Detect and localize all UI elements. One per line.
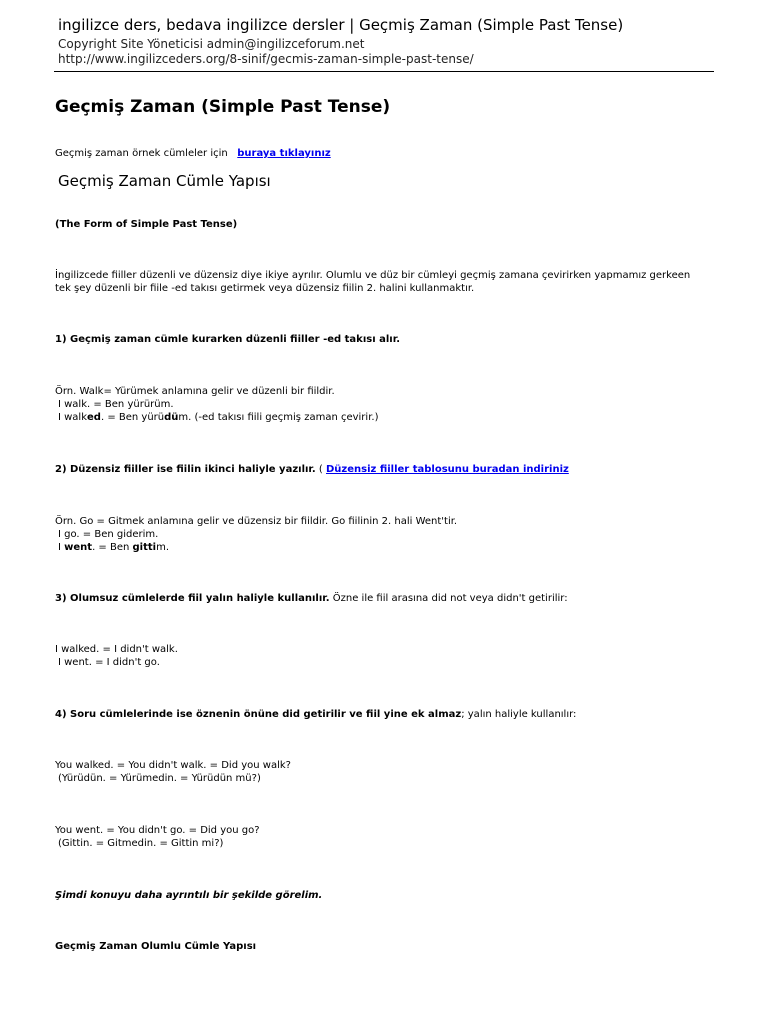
ex1-l3b: ed (87, 412, 101, 423)
ex1-line1: Örn. Walk= Yürümek anlamına gelir ve düzenli bir fiildir. (55, 386, 335, 397)
ex4-line1: You walked. = You didn't walk. = Did you walk? (55, 760, 291, 771)
rule2-heading: 2) Düzensiz fiiller ise fiilin ikinci haliyle yazılır. (55, 464, 316, 475)
ex1-line3 (58, 411, 378, 424)
ex1-l3c: . = Ben yürü (100, 412, 165, 423)
ex2-l3d: gitti (132, 542, 157, 553)
intro-line (55, 147, 331, 160)
form-label: (The Form of Simple Past Tense) (55, 219, 238, 230)
ex3-line2: I went. = I didn't go. (58, 657, 160, 668)
intro-text: Geçmiş zaman örnek cümleler için (55, 148, 228, 159)
subheading: Geçmiş Zaman Olumlu Cümle Yapısı (55, 941, 257, 952)
rule3-line (55, 592, 568, 605)
section-title: Geçmiş Zaman Cümle Yapısı (58, 172, 271, 190)
para1-line1: İngilizcede fiiller düzenli ve düzensiz diye ikiye ayrılır. Olumlu ve düz bir cümleyi geçmiş zamana çevirirken yapmamız gerkeen (55, 270, 691, 281)
ex4-line3: You went. = You didn't go. = Did you go? (55, 825, 260, 836)
rule2-paren: ( (315, 464, 326, 475)
rule4-heading: 4) Soru cümlelerinde ise öznenin önüne did getirilir ve fiil yine ek almaz (55, 709, 462, 720)
ex4-line2: (Yürüdün. = Yürümedin. = Yürüdün mü?) (58, 773, 261, 784)
irregular-verbs-link[interactable]: Düzensiz fiiller tablosunu buradan indiriniz (326, 464, 569, 475)
ex2-l3b: went (64, 542, 93, 553)
closing-line: Şimdi konuyu daha ayrıntılı bir şekilde görelim. (55, 890, 323, 901)
page-title: Geçmiş Zaman (Simple Past Tense) (55, 97, 391, 117)
ex2-l3c: . = Ben (92, 542, 133, 553)
examples-link[interactable]: buraya tıklayınız (237, 148, 331, 159)
rule1-heading: 1) Geçmiş zaman cümle kurarken düzenli fiiller -ed takısı alır. (55, 334, 401, 345)
header-title: ingilizce ders, bedava ingilizce dersler | Geçmiş Zaman (Simple Past Tense) (58, 16, 624, 34)
ex4-line4: (Gittin. = Gitmedin. = Gittin mi?) (58, 838, 224, 849)
ex2-l3a: I (58, 542, 65, 553)
ex2-l3e: m. (156, 542, 170, 553)
ex2-line3 (58, 541, 169, 554)
ex2-line1: Örn. Go = Gitmek anlamına gelir ve düzensiz bir fiildir. Go fiilinin 2. hali Went'tir. (55, 516, 458, 527)
header-divider (54, 71, 714, 72)
ex3-line1: I walked. = I didn't walk. (55, 644, 178, 655)
header-url: http://www.ingilizceders.org/8-sinif/gecmis-zaman-simple-past-tense/ (58, 52, 474, 66)
rule3-heading: 3) Olumsuz cümlelerde fiil yalın haliyle kullanılır. (55, 593, 330, 604)
rule4-text: ; yalın haliyle kullanılır: (461, 709, 577, 720)
header-copyright: Copyright Site Yöneticisi admin@ingilizceforum.net (58, 37, 365, 51)
ex1-l3a: I walk (58, 412, 88, 423)
ex1-line2: I walk. = Ben yürürüm. (58, 399, 174, 410)
ex1-l3e: m. (-ed takısı fiili geçmiş zaman çevirir.) (178, 412, 379, 423)
rule3-text: Özne ile fiil arasına did not veya didn't getirilir: (329, 593, 568, 604)
ex1-l3d: dü (164, 412, 179, 423)
ex2-line2: I go. = Ben giderim. (58, 529, 159, 540)
rule2-line (55, 463, 569, 476)
para1-line2: tek şey düzenli bir fiile -ed takısı getirmek veya düzensiz fiilin 2. halini kullanmaktır. (55, 283, 475, 294)
rule4-line (55, 708, 576, 721)
